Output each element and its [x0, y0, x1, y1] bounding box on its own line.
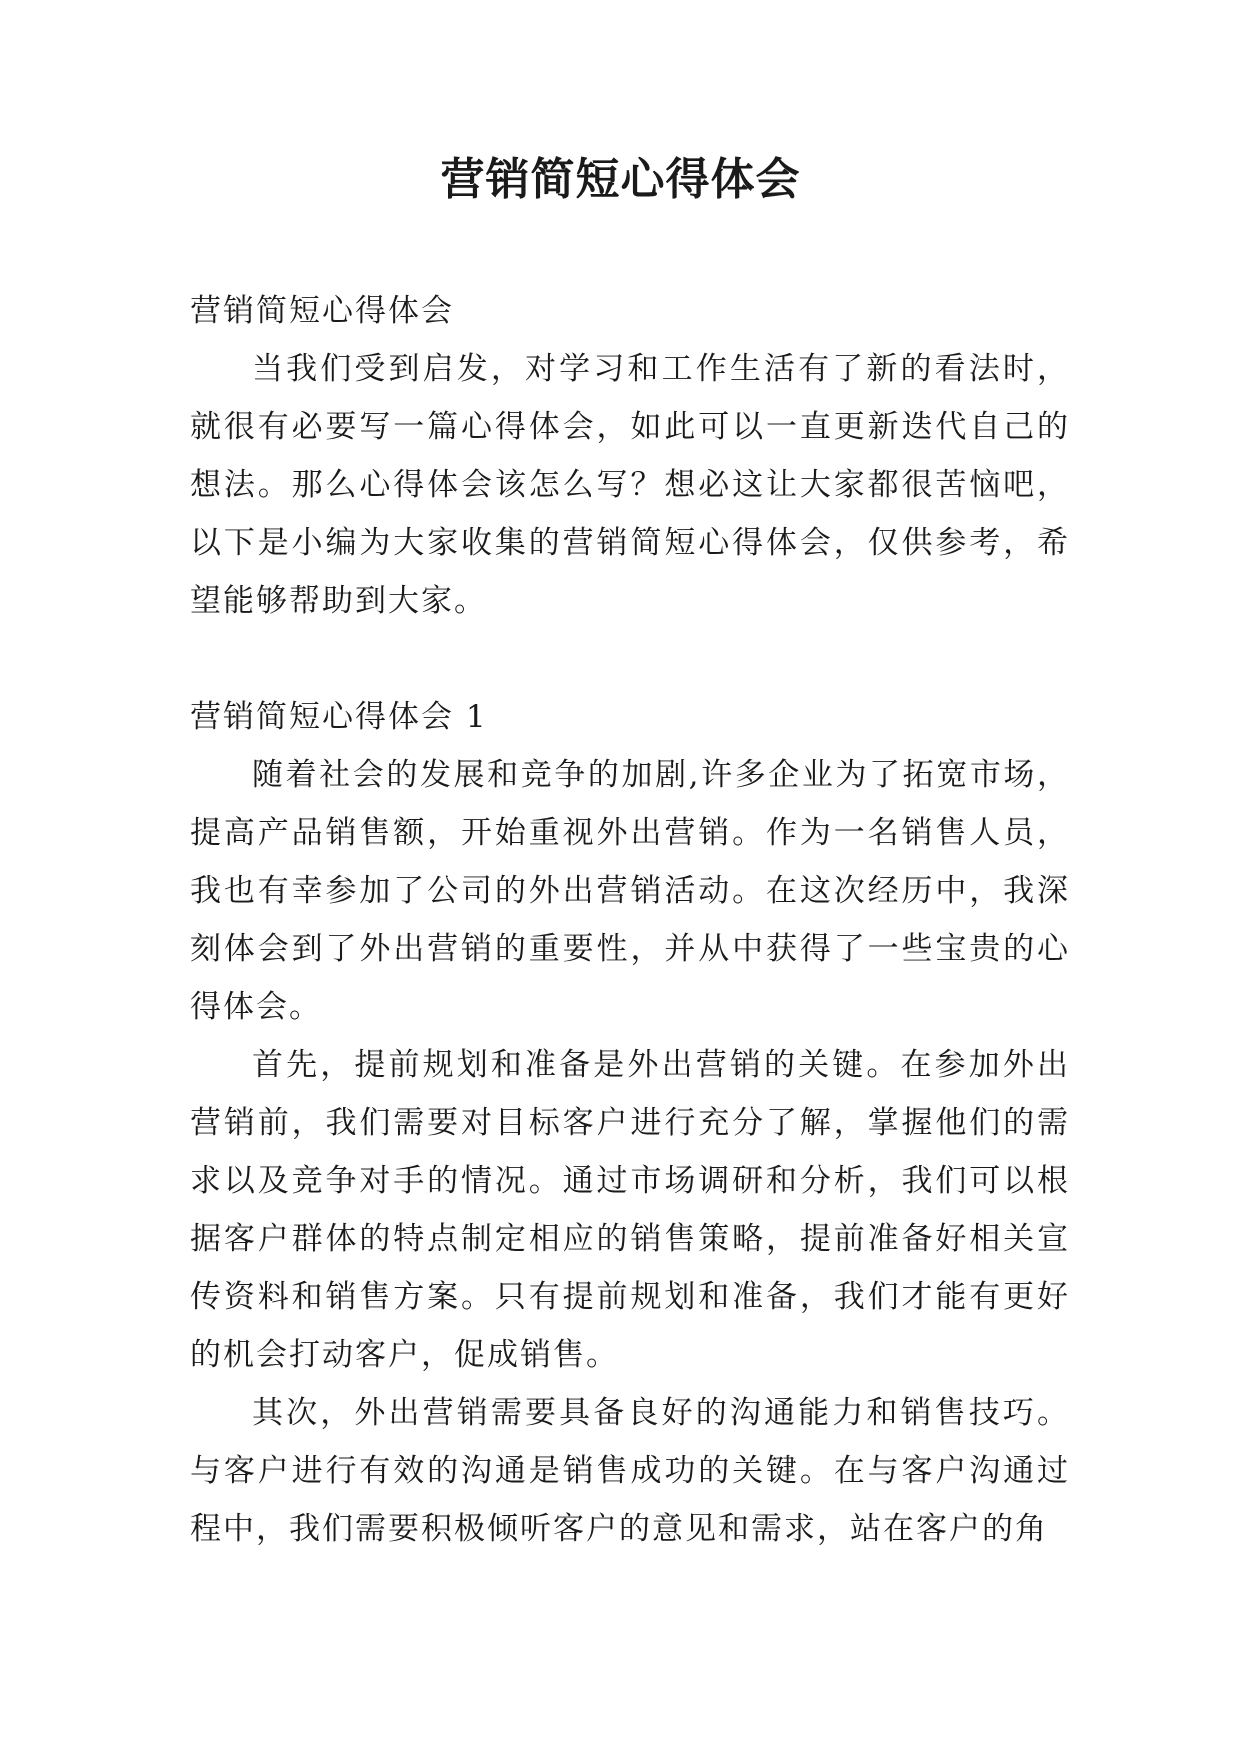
- section-1-heading: 营销简短心得体会 1: [190, 699, 488, 735]
- intro-paragraph: 当我们受到启发，对学习和工作生活有了新的看法时，就很有必要写一篇心得体会，如此可以一直更新迭代自己的想法。那么心得体会该怎么写？想必这让大家都很苦恼吧，以下是小编为大家收集的营销简短心得体会，仅供参考，希望能够帮助到大家。: [190, 351, 1070, 619]
- section-1-paragraph-3: 其次，外出营销需要具备良好的沟通能力和销售技巧。与客户进行有效的沟通是销售成功的关键。在与客户沟通过程中，我们需要积极倾听客户的意见和需求，站在客户的角: [190, 1395, 1070, 1547]
- section-1-paragraph-2: 首先，提前规划和准备是外出营销的关键。在参加外出营销前，我们需要对目标客户进行充分了解，掌握他们的需求以及竞争对手的情况。通过市场调研和分析，我们可以根据客户群体的特点制定相应的销售策略，提前准备好相关宣传资料和销售方案。只有提前规划和准备，我们才能有更好的机会打动客户，促成销售。: [190, 1047, 1070, 1373]
- section-spacer: [190, 630, 1070, 688]
- document-body: [190, 282, 1070, 1558]
- intro-heading: 营销简短心得体会: [190, 293, 454, 329]
- document-title: 营销简短心得体会: [440, 154, 801, 205]
- section-1-paragraph-1: 随着社会的发展和竞争的加剧,许多企业为了拓宽市场，提高产品销售额，开始重视外出营销。作为一名销售人员，我也有幸参加了公司的外出营销活动。在这次经历中，我深刻体会到了外出营销的重要性，并从中获得了一些宝贵的心得体会。: [190, 757, 1070, 1025]
